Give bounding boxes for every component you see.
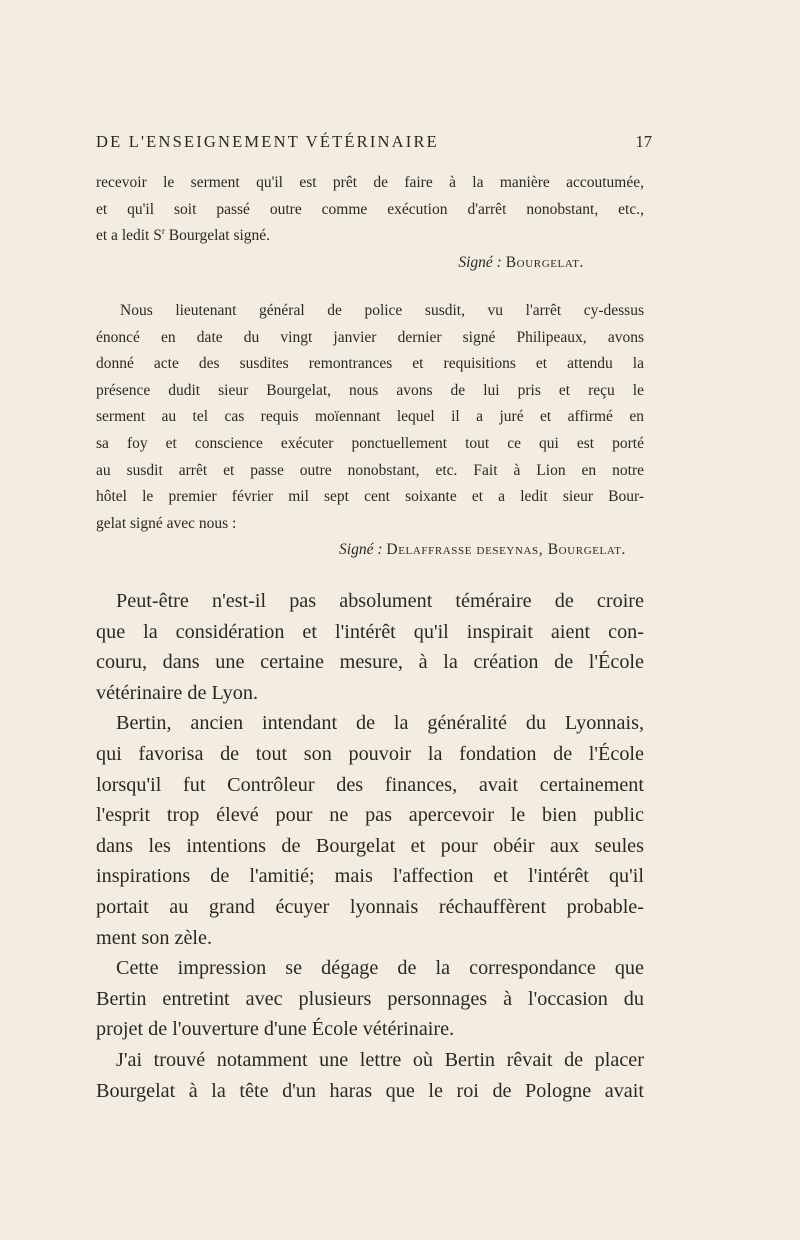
quote-line: recevoir le serment qu'il est prêt de faire à la manière accoutumée, bbox=[96, 174, 644, 191]
quote-line: et qu'il soit passé outre comme exécution d'arrêt nonobstant, etc., bbox=[96, 200, 644, 218]
quote-line: présence dudit sieur Bourgelat, nous avons de lui pris et reçu le bbox=[96, 381, 644, 399]
text-line: Bertin entretint avec plusieurs personnages à l'occasion du bbox=[96, 987, 644, 1010]
quote-line: sa foy et conscience exécuter ponctuellement tout ce qui est porté bbox=[96, 434, 644, 452]
quote-line: gelat signé avec nous : bbox=[96, 514, 237, 532]
text-line: J'ai trouvé notamment une lettre où Bertin rêvait de placer bbox=[116, 1048, 644, 1071]
text-line: inspirations de l'amitié; mais l'affection et l'intérêt qu'il bbox=[96, 865, 644, 888]
running-header bbox=[96, 132, 652, 152]
quote-oath-request bbox=[96, 170, 644, 276]
paragraph bbox=[96, 708, 644, 953]
text-line: projet de l'ouverture d'une École vétérinaire. bbox=[96, 1018, 455, 1041]
quote-lieutenant-act bbox=[96, 298, 644, 564]
signature-line bbox=[96, 537, 644, 564]
text-line: lorsqu'il fut Contrôleur des finances, avait certainement bbox=[96, 773, 644, 796]
text-line: Bertin, ancien intendant de la généralité du Lyonnais, bbox=[116, 712, 644, 735]
quote-line: au susdit arrêt et passe outre nonobstant, etc. Fait à Lion en notre bbox=[96, 461, 644, 479]
text-line: qui favorisa de tout son pouvoir la fondation de l'École bbox=[96, 742, 644, 765]
superscript: r bbox=[161, 226, 165, 237]
text-line: ment son zèle. bbox=[96, 926, 213, 949]
paragraph bbox=[96, 953, 644, 1045]
body-text bbox=[96, 586, 644, 1106]
text-line: l'esprit trop élevé pour ne pas apercevoir le bien public bbox=[96, 804, 644, 827]
text-line: Cette impression se dégage de la correspondance que bbox=[116, 957, 644, 980]
quote-line: énoncé en date du vingt janvier dernier signé Philipeaux, avons bbox=[96, 328, 644, 346]
text-line: dans les intentions de Bourgelat et pour obéir aux seules bbox=[96, 834, 644, 857]
text-line: que la considération et l'intérêt qu'il inspirait aient con- bbox=[96, 620, 644, 643]
signatory: Bourgelat. bbox=[505, 253, 584, 271]
signature-line bbox=[96, 250, 644, 277]
running-title: DE L'ENSEIGNEMENT VÉTÉRINAIRE bbox=[96, 132, 439, 151]
signed-label: Signé : bbox=[458, 253, 502, 271]
text-line: Bourgelat à la tête d'un haras que le roi de Pologne avait bbox=[96, 1079, 644, 1102]
text-line: portait au grand écuyer lyonnais réchauffèrent probable- bbox=[96, 895, 644, 918]
signatories: Delaffrasse deseynas, Bourgelat. bbox=[386, 541, 626, 559]
quote-line: hôtel le premier février mil sept cent soixante et a ledit sieur Bour- bbox=[96, 488, 644, 506]
page-number: 17 bbox=[635, 132, 652, 151]
quote-line: Nous lieutenant général de police susdit, vu l'arrêt cy-dessus bbox=[120, 302, 644, 319]
text-line: vétérinaire de Lyon. bbox=[96, 681, 258, 704]
signed-label: Signé : bbox=[339, 541, 383, 559]
paragraph bbox=[96, 586, 644, 708]
paragraph bbox=[96, 1045, 644, 1106]
quote-line: donné acte des susdites remontrances et requisitions et attendu la bbox=[96, 355, 644, 373]
text-line: Peut-être n'est-il pas absolument téméraire de croire bbox=[116, 590, 644, 612]
text-line: couru, dans une certaine mesure, à la création de l'École bbox=[96, 651, 644, 674]
quote-line: et a ledit $S^r$ Bourgelat signé. bbox=[96, 226, 271, 245]
quote-line: serment au tel cas requis moïennant lequel il a juré et affirmé en bbox=[96, 408, 644, 426]
